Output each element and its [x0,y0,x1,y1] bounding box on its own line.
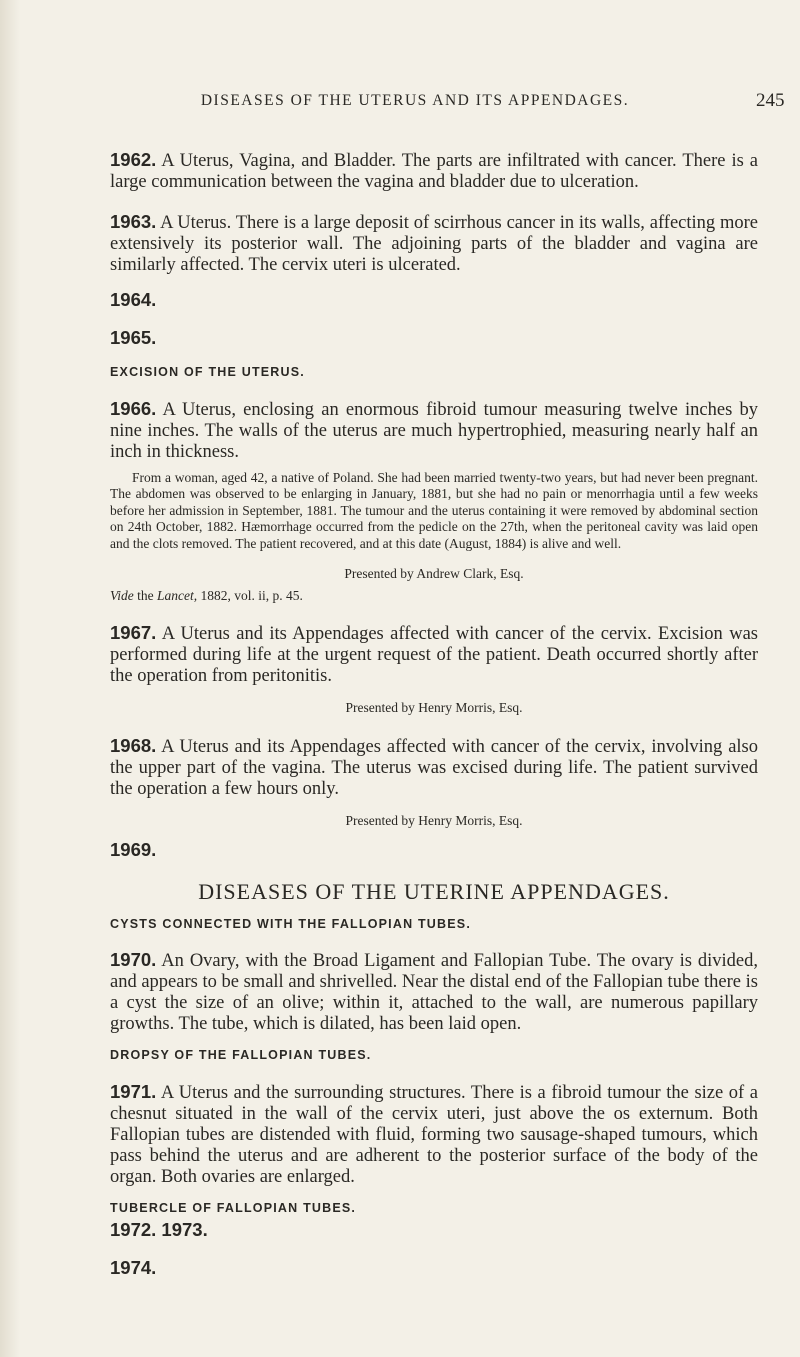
catalogue-entry-1965: 1965. [110,327,157,348]
vide-word: Vide [110,587,134,603]
page-body [110,130,758,1295]
presented-by-1968: Presented by Henry Morris, Esq. [345,812,523,828]
journal-name: Lancet, [157,587,198,603]
entry-text: A Uterus. There is a large deposit of scirrhous cancer in its walls, affecting more extensively its posterior wall. The adjoining parts of the bladder and vagina are similarly affected. The cervix uteri is ulcerated. [110,213,758,275]
presented-by-1966: Presented by Andrew Clark, Esq. [344,565,524,581]
entry-number: 1966. [110,397,157,419]
catalogue-entry-1968 [110,735,758,800]
reference-1966: Vide the Lancet, 1882, vol. ii, p. 45. [110,587,303,603]
running-title: DISEASES OF THE UTERUS AND ITS APPENDAGES. [200,92,630,109]
section-title: DISEASES OF THE UTERINE APPENDAGES. [198,878,670,904]
catalogue-entry-1962 [110,149,758,193]
catalogue-entry-1963 [110,211,758,276]
page-binding-edge [0,0,20,1357]
catalogue-entry-1967 [110,622,758,687]
presented-by-1967: Presented by Henry Morris, Esq. [345,700,523,715]
catalogue-entry-1974: 1974. [110,1256,157,1278]
catalogue-entry-1964: 1964. [110,289,157,310]
entry-text: A Uterus and its Appendages affected with cancer of the cervix. Excision was performed during life at the urgent request of the patient. Death occurred shortly after the operation from peritonitis. [110,624,758,686]
entry-text: An Ovary, with the Broad Ligament and Fallopian Tube. The ovary is divided, and appears to be small and shrivelled. Near the distal end of the Fallopian tube there is a cyst the size of an olive; within it, attached to the wall, are numerous papillary growths. The tube, which is dilated, has been laid open. [110,951,758,1034]
entry-text: A Uterus and its Appendages affected with cancer of the cervix, involving also the upper part of the vagina. The uterus was excised during life. The patient survived the operation a few hours only. [110,736,758,799]
entry-number: 1963. [110,211,157,232]
subheading-dropsy: DROPSY OF THE FALLOPIAN TUBES. [110,1048,372,1062]
catalogue-entries-1972-1973: 1972. 1973. [110,1218,208,1240]
catalogue-entry-1970 [110,949,758,1035]
entry-number: 1967. [110,622,157,643]
entry-number: 1968. [110,734,157,756]
subheading-tubercle: TUBERCLE OF FALLOPIAN TUBES. [110,1200,357,1215]
entry-number: 1970. [110,949,157,970]
catalogue-entry-1966 [110,398,758,463]
catalogue-entry-1971 [110,1081,758,1188]
entry-text: A Uterus, enclosing an enormous fibroid tumour measuring twelve inches by nine inches. The walls of the uterus are much hypertrophied, measuring nearly half an inch in thickness. [110,399,758,462]
subheading-cysts: CYSTS CONNECTED WITH THE FALLOPIAN TUBES. [110,916,472,931]
case-note-1966: From a woman, aged 42, a native of Poland. She had been married twenty-two years, but had never been pregnant. The abdomen was observed to be enlarging in January, 1881, but she had no pain or menorrhagia until a few weeks before her admission in September, 1881. The tumour and the uterus containing it were removed by abdominal section on 24th October, 1882. Hæmorrhage occurred from the pedicle on the 27th, when the peritoneal cavity was laid open and the clots removed. The patient recovered, and at this date (August, 1884) is alive and well. [110,469,758,551]
catalogue-entry-1969: 1969. [110,838,157,860]
entry-text: A Uterus, Vagina, and Bladder. The parts are infiltrated with cancer. There is a large communication between the vagina and bladder due to ulceration. [110,150,758,192]
subheading-excision: EXCISION OF THE UTERUS. [110,365,305,379]
entry-number: 1962. [110,148,157,170]
entry-number: 1971. [110,1080,157,1102]
entry-text: A Uterus and the surrounding structures. There is a fibroid tumour the size of a chesnut situated in the wall of the cervix uteri, just above the os externum. Both Fallopian tubes are distended with fluid, forming two sausage-shaped tumours, which pass behind the uterus and are adherent to the posterior surface of the body of the organ. Both ovaries are enlarged. [110,1082,758,1187]
page-number: 245 [756,90,785,111]
